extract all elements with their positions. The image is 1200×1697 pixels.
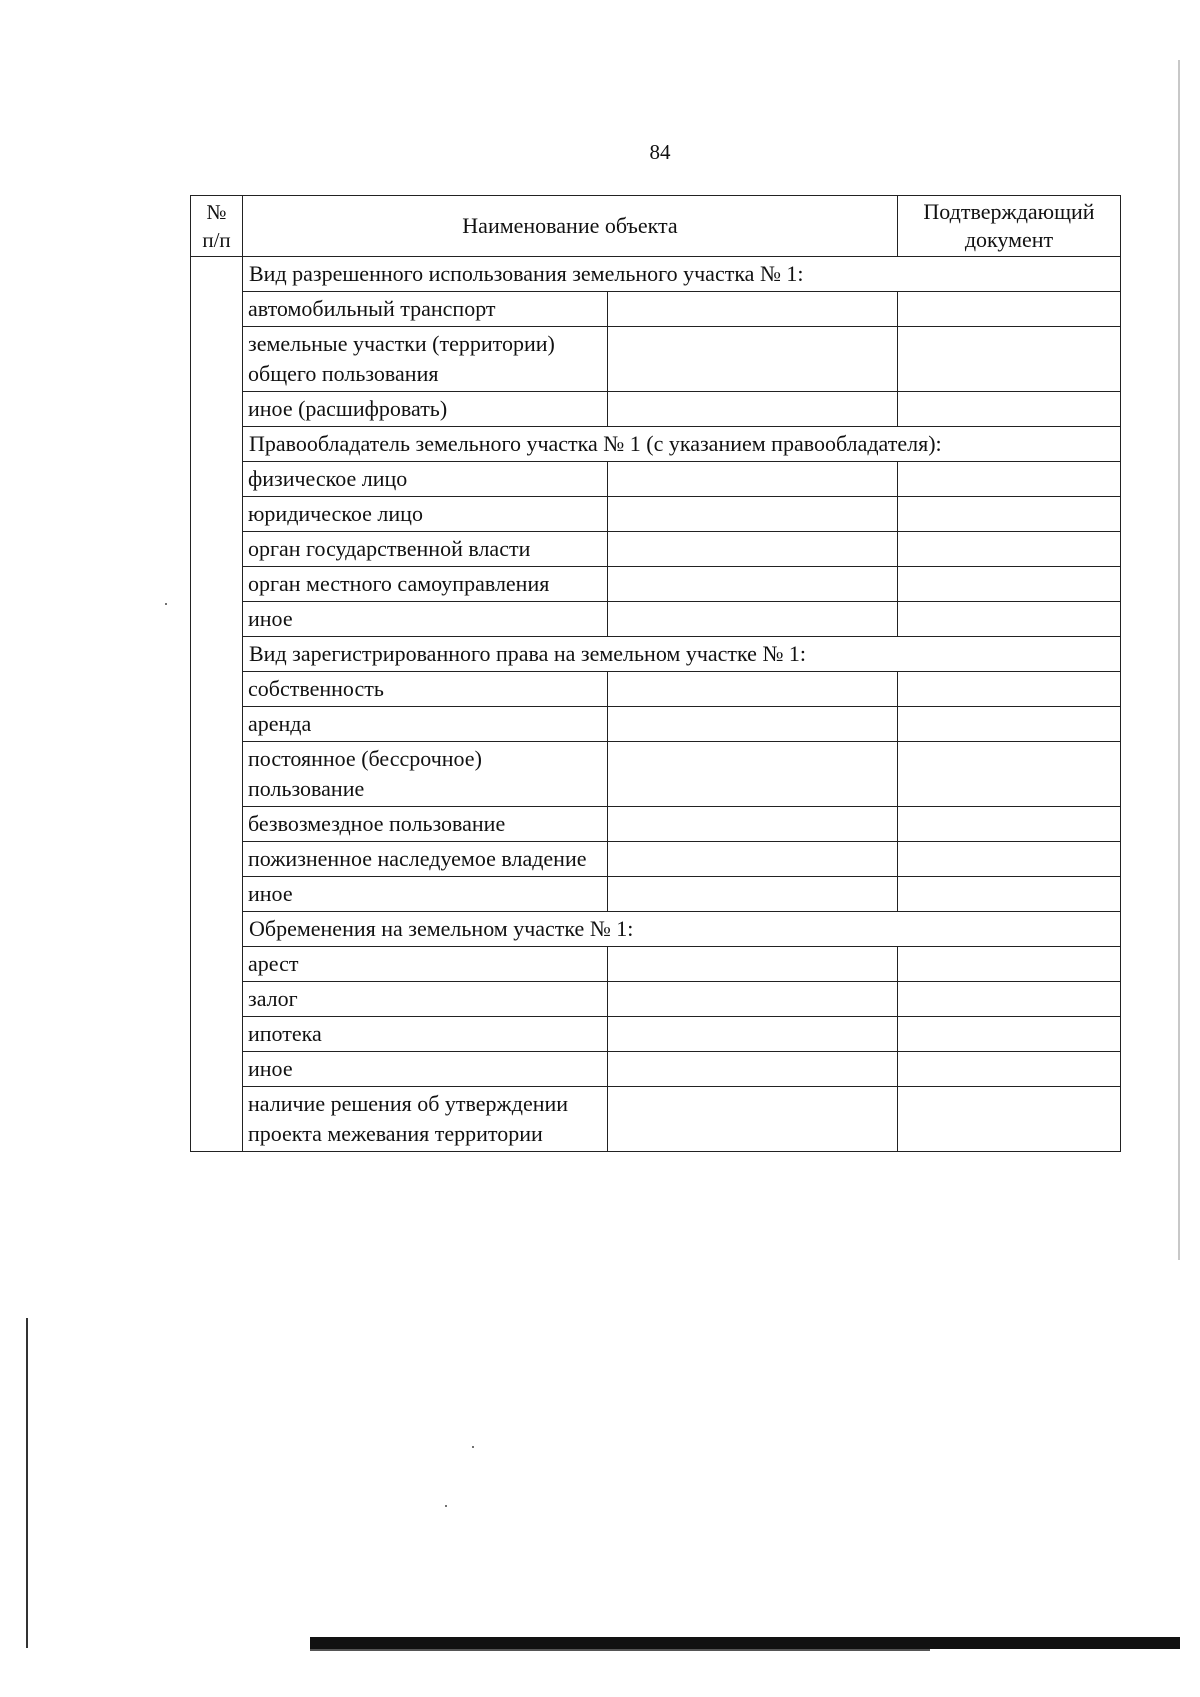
- item-value-cell[interactable]: [608, 392, 898, 427]
- item-document-cell[interactable]: [898, 672, 1121, 707]
- item-document-cell[interactable]: [898, 877, 1121, 912]
- item-document-cell[interactable]: [898, 532, 1121, 567]
- page-number: 84: [649, 140, 671, 164]
- item-label: земельные участки (территории) общего пользования: [243, 327, 608, 392]
- section-title: Вид зарегистрированного права на земельном участке № 1:: [243, 637, 1121, 672]
- item-value-cell[interactable]: [608, 982, 898, 1017]
- item-label: иное: [243, 602, 608, 637]
- scan-speck: [445, 1505, 447, 1507]
- item-value-cell[interactable]: [608, 532, 898, 567]
- item-document-cell[interactable]: [898, 807, 1121, 842]
- table-row: [191, 1052, 1121, 1087]
- item-label: аренда: [243, 707, 608, 742]
- item-value-cell[interactable]: [608, 742, 898, 807]
- item-value-cell[interactable]: [608, 672, 898, 707]
- table-body: [191, 257, 1121, 1152]
- item-document-cell[interactable]: [898, 567, 1121, 602]
- table-row: [191, 742, 1121, 807]
- scan-edge-line-right: [1178, 60, 1180, 1260]
- item-value-cell[interactable]: [608, 877, 898, 912]
- item-document-cell[interactable]: [898, 602, 1121, 637]
- item-label: иное: [243, 1052, 608, 1087]
- item-document-cell[interactable]: [898, 327, 1121, 392]
- table-header-row: [191, 196, 1121, 257]
- item-document-cell[interactable]: [898, 392, 1121, 427]
- item-value-cell[interactable]: [608, 807, 898, 842]
- item-value-cell[interactable]: [608, 707, 898, 742]
- table-row: [191, 462, 1121, 497]
- section-header-row: [191, 257, 1121, 292]
- item-label: постоянное (бессрочное) пользование: [243, 742, 608, 807]
- scan-edge-bar-bottom: [310, 1637, 1180, 1649]
- section-title: Вид разрешенного использования земельного участка № 1:: [243, 257, 1121, 292]
- item-label: орган государственной власти: [243, 532, 608, 567]
- item-document-cell[interactable]: [898, 707, 1121, 742]
- item-label: иное: [243, 877, 608, 912]
- item-label: безвозмездное пользование: [243, 807, 608, 842]
- table-row: [191, 292, 1121, 327]
- header-confirming-document: Подтверждающий документ: [898, 196, 1121, 257]
- item-value-cell[interactable]: [608, 1087, 898, 1152]
- object-table: [190, 195, 1121, 1152]
- item-value-cell[interactable]: [608, 327, 898, 392]
- item-label: автомобильный транспорт: [243, 292, 608, 327]
- scan-edge-line-left: [26, 1318, 28, 1648]
- section-title: Обременения на земельном участке № 1:: [243, 912, 1121, 947]
- table-row: [191, 567, 1121, 602]
- header-number: № п/п: [191, 196, 243, 257]
- scan-edge-line-bottom: [310, 1649, 930, 1651]
- item-label: физическое лицо: [243, 462, 608, 497]
- item-document-cell[interactable]: [898, 742, 1121, 807]
- item-label: наличие решения об утверждении проекта межевания территории: [243, 1087, 608, 1152]
- table-row: [191, 947, 1121, 982]
- table-row: [191, 1087, 1121, 1152]
- item-value-cell[interactable]: [608, 842, 898, 877]
- item-document-cell[interactable]: [898, 947, 1121, 982]
- table-row: [191, 982, 1121, 1017]
- item-label: арест: [243, 947, 608, 982]
- item-value-cell[interactable]: [608, 602, 898, 637]
- item-value-cell[interactable]: [608, 497, 898, 532]
- item-label: пожизненное наследуемое владение: [243, 842, 608, 877]
- item-document-cell[interactable]: [898, 1087, 1121, 1152]
- item-label: залог: [243, 982, 608, 1017]
- item-label: юридическое лицо: [243, 497, 608, 532]
- section-header-row: [191, 637, 1121, 672]
- table-row: [191, 602, 1121, 637]
- table-row: [191, 842, 1121, 877]
- item-label: орган местного самоуправления: [243, 567, 608, 602]
- item-value-cell[interactable]: [608, 1052, 898, 1087]
- item-document-cell[interactable]: [898, 982, 1121, 1017]
- item-value-cell[interactable]: [608, 292, 898, 327]
- item-value-cell[interactable]: [608, 567, 898, 602]
- table-row: [191, 327, 1121, 392]
- item-document-cell[interactable]: [898, 462, 1121, 497]
- scan-speck: [472, 1446, 474, 1448]
- item-label: ипотека: [243, 1017, 608, 1052]
- section-header-row: [191, 912, 1121, 947]
- scan-speck: [165, 603, 167, 605]
- item-value-cell[interactable]: [608, 1017, 898, 1052]
- item-label: иное (расшифровать): [243, 392, 608, 427]
- item-label: собственность: [243, 672, 608, 707]
- table-row: [191, 1017, 1121, 1052]
- item-document-cell[interactable]: [898, 292, 1121, 327]
- item-document-cell[interactable]: [898, 497, 1121, 532]
- header-object-name: Наименование объекта: [243, 196, 898, 257]
- table-row: [191, 497, 1121, 532]
- table-row: [191, 807, 1121, 842]
- item-value-cell[interactable]: [608, 462, 898, 497]
- table-row: [191, 532, 1121, 567]
- table-row: [191, 877, 1121, 912]
- item-document-cell[interactable]: [898, 842, 1121, 877]
- item-document-cell[interactable]: [898, 1052, 1121, 1087]
- section-header-row: [191, 427, 1121, 462]
- section-title: Правообладатель земельного участка № 1 (с указанием правообладателя):: [243, 427, 1121, 462]
- item-value-cell[interactable]: [608, 947, 898, 982]
- table-row: [191, 707, 1121, 742]
- number-cell: [191, 257, 243, 1152]
- table-row: [191, 392, 1121, 427]
- table-row: [191, 672, 1121, 707]
- item-document-cell[interactable]: [898, 1017, 1121, 1052]
